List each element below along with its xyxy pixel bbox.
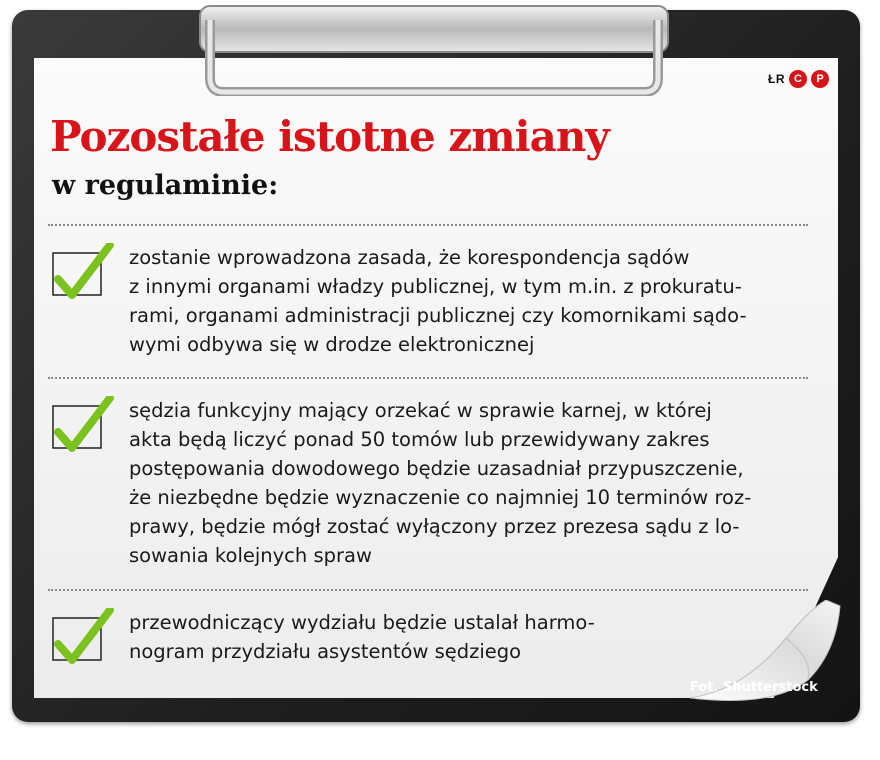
checkmark-icon [50, 608, 116, 672]
item-line: akta będą liczyć ponad 50 tomów lub przewidywany zakres [129, 428, 710, 451]
checkmark-icon [50, 243, 116, 307]
item-text [129, 608, 819, 666]
item-line: sowania kolejnych spraw [129, 544, 372, 567]
item-line: wymi odbywa się w drodze elektronicznej [129, 333, 535, 356]
divider-top [48, 224, 808, 226]
publisher-logo [768, 70, 829, 88]
item-line: nogram przydziału asystentów sędziego [129, 640, 522, 663]
page-subtitle: w regulaminie: [52, 170, 279, 201]
item-line: postępowania dowodowego będzie uzasadniał przypuszczenie, [129, 457, 744, 480]
checkmark-icon [50, 396, 116, 460]
item-line: sędzia funkcyjny mający orzekać w sprawie karnej, w której [129, 399, 712, 422]
item-line: że niezbędne będzie wyznaczenie co najmniej 10 terminów roz- [129, 486, 752, 509]
item-line: rami, organami administracji publicznej czy komornikami sądo- [129, 304, 747, 327]
item-line: zostanie wprowadzona zasada, że korespondencja sądów [129, 246, 690, 269]
clipboard-clip [196, 0, 672, 96]
item-text [129, 396, 819, 570]
item-text [129, 243, 819, 359]
item-line: prawy, będzie mógł zostać wyłączony przez prezesa sądu z lo- [129, 515, 740, 538]
divider [48, 377, 808, 379]
item-line: z innymi organami władzy publicznej, w tym m.in. z prokuratu- [129, 275, 742, 298]
page-title: Pozostałe istotne zmiany [50, 112, 609, 161]
logo-text: ŁR [768, 72, 785, 86]
logo-c-badge: C [789, 70, 807, 88]
photo-credit: Fot. Shutterstock [690, 680, 818, 695]
divider [48, 589, 808, 591]
item-line: przewodniczący wydziału będzie ustalał harmo- [129, 611, 595, 634]
logo-p-badge: P [811, 70, 829, 88]
